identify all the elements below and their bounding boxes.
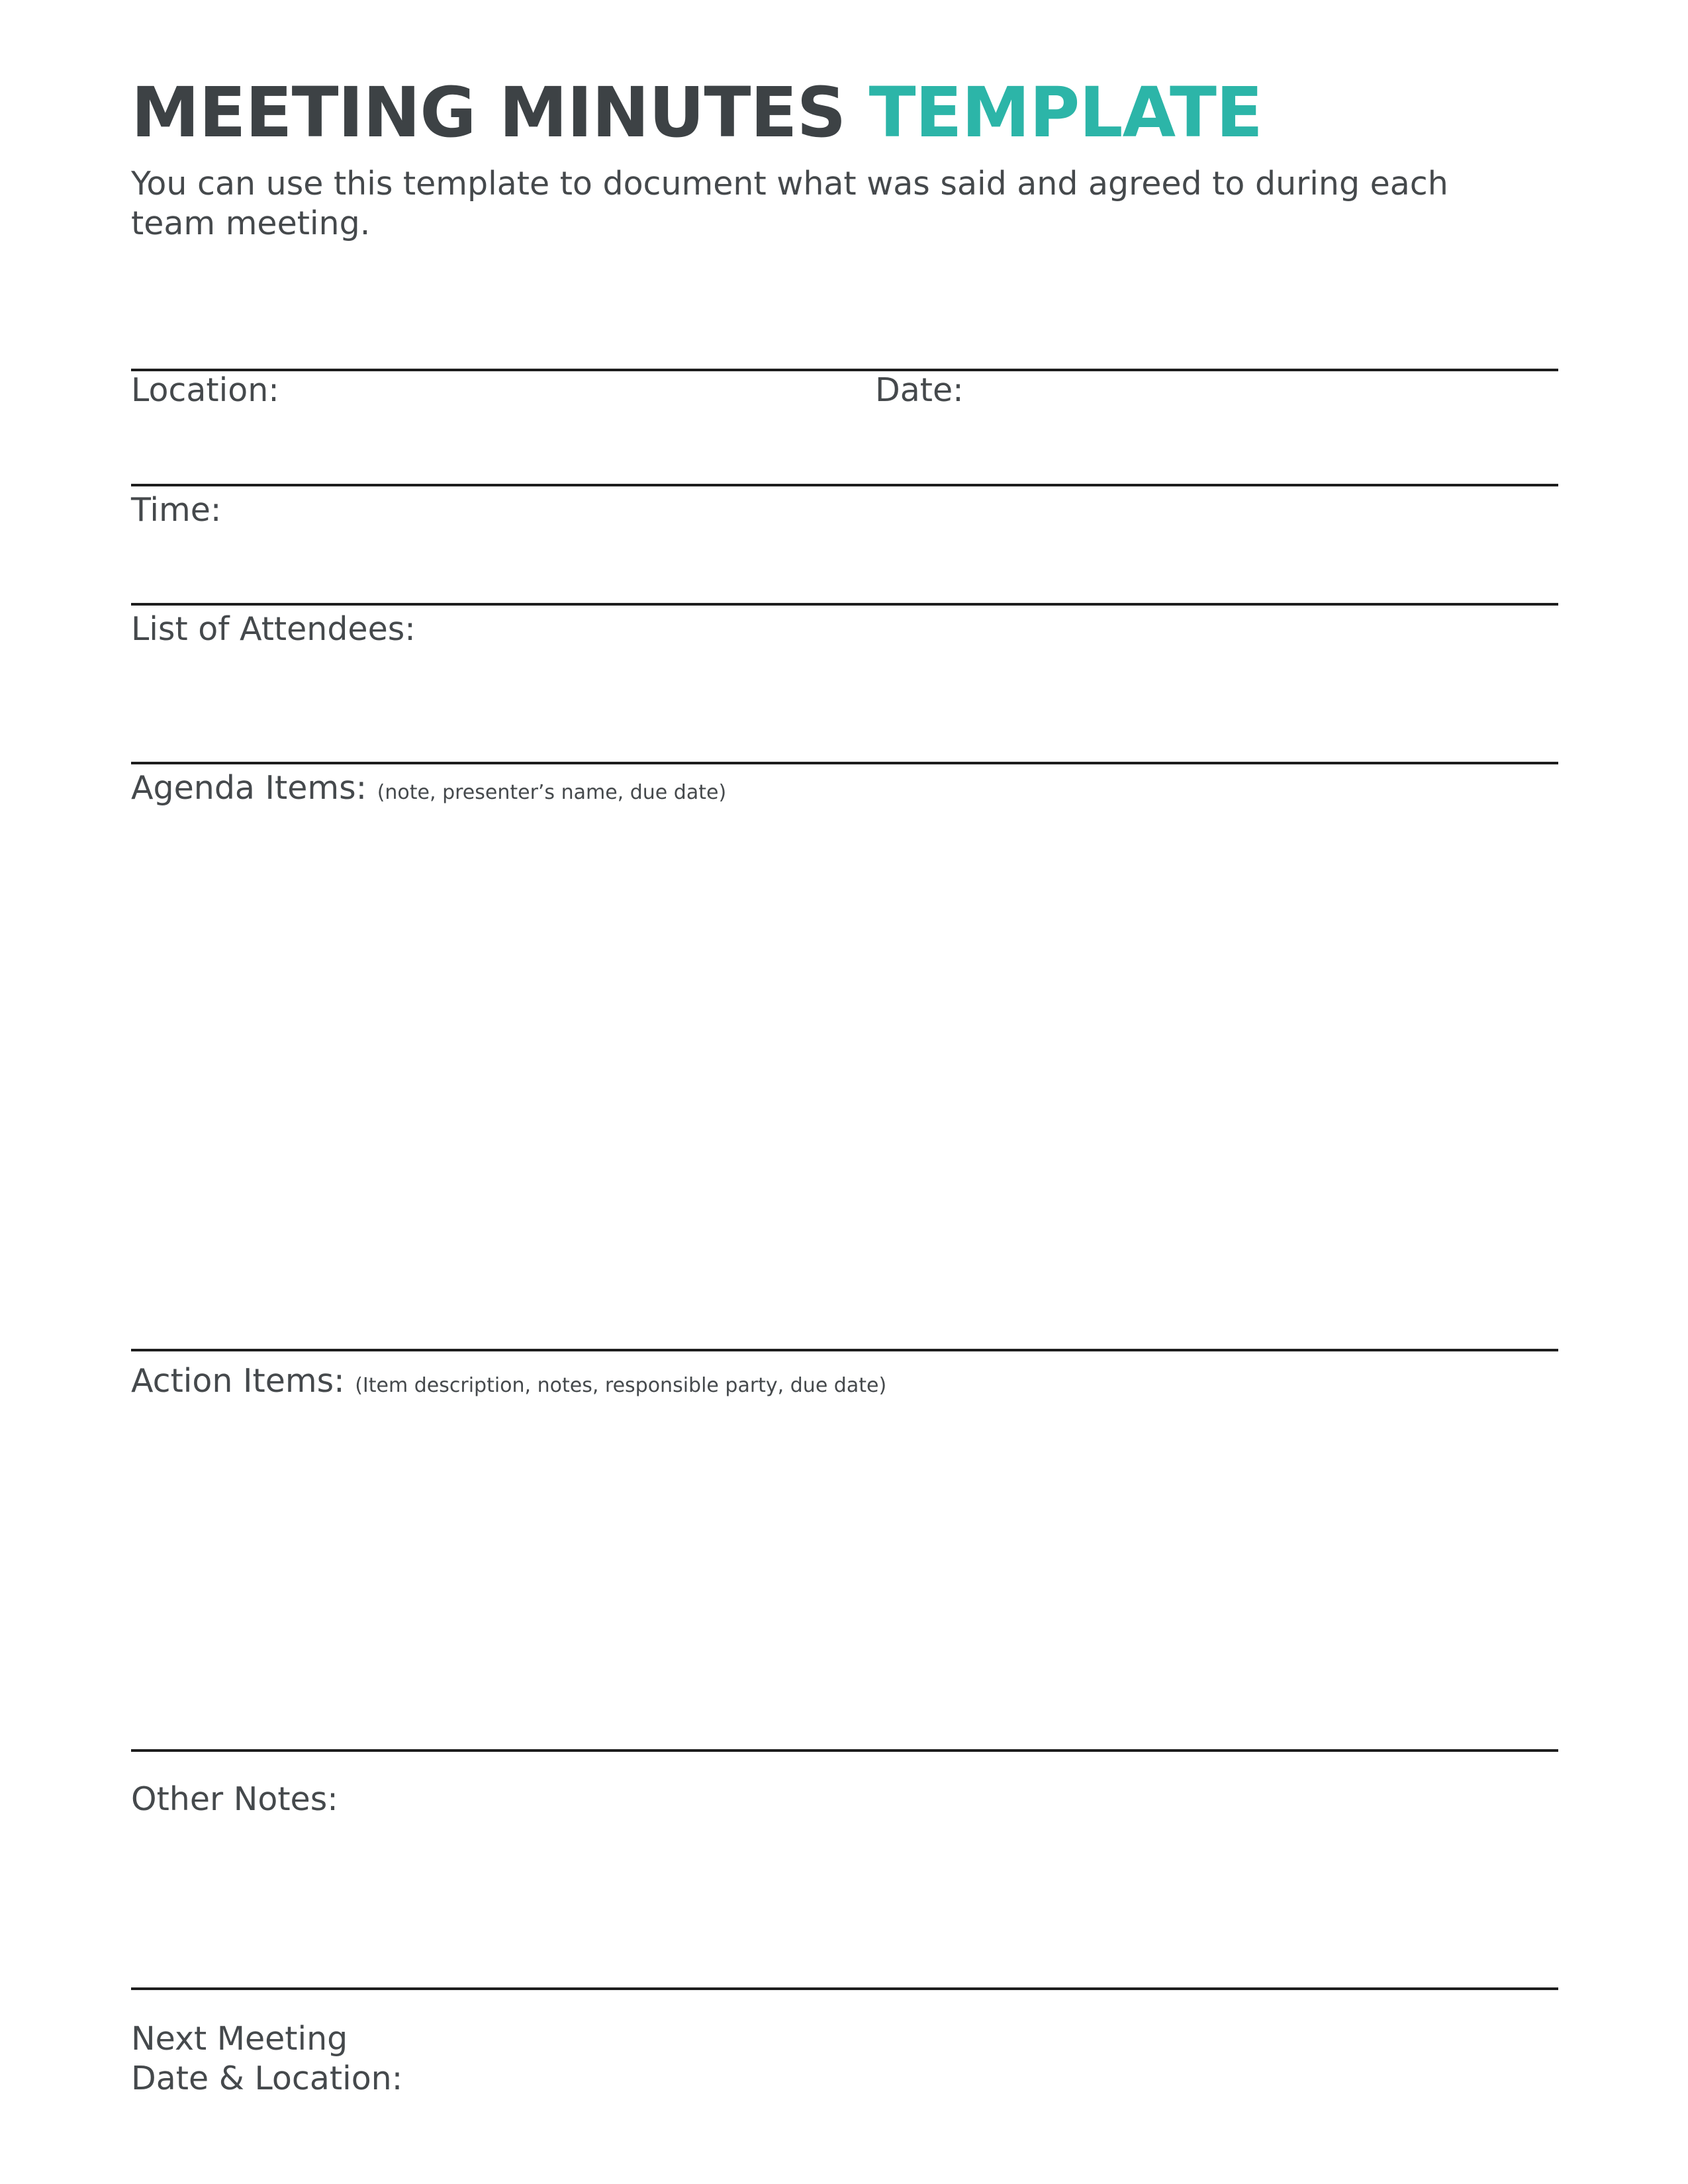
- next-meeting-label: [131, 2019, 402, 2099]
- next-meeting-line1: Next Meeting: [131, 2020, 348, 2058]
- divider-location: [131, 369, 1558, 371]
- page-title: [131, 72, 1262, 153]
- agenda-label: [131, 768, 726, 813]
- divider-action: [131, 1349, 1558, 1351]
- attendees-label: List of Attendees:: [131, 610, 416, 648]
- divider-other-notes: [131, 1749, 1558, 1752]
- title-main: MEETING MINUTES: [131, 72, 846, 153]
- date-label: Date:: [875, 371, 964, 409]
- agenda-hint: (note, presenter’s name, due date): [377, 781, 727, 804]
- divider-time: [131, 484, 1558, 486]
- intro-text: You can use this template to document what was said and agreed to during each team meeting.: [131, 165, 1448, 242]
- divider-next-meeting: [131, 1987, 1558, 1990]
- time-label: Time:: [131, 491, 222, 529]
- title-accent: TEMPLATE: [868, 72, 1262, 153]
- action-hint: (Item description, notes, responsible party, due date): [355, 1374, 887, 1397]
- location-label: Location:: [131, 371, 279, 409]
- agenda-label-text: Agenda Items:: [131, 769, 367, 807]
- next-meeting-line2: Date & Location:: [131, 2060, 403, 2097]
- divider-agenda: [131, 762, 1558, 764]
- action-label: [131, 1361, 886, 1406]
- other-notes-label: Other Notes:: [131, 1780, 338, 1818]
- divider-attendees: [131, 603, 1558, 606]
- action-label-text: Action Items:: [131, 1362, 345, 1400]
